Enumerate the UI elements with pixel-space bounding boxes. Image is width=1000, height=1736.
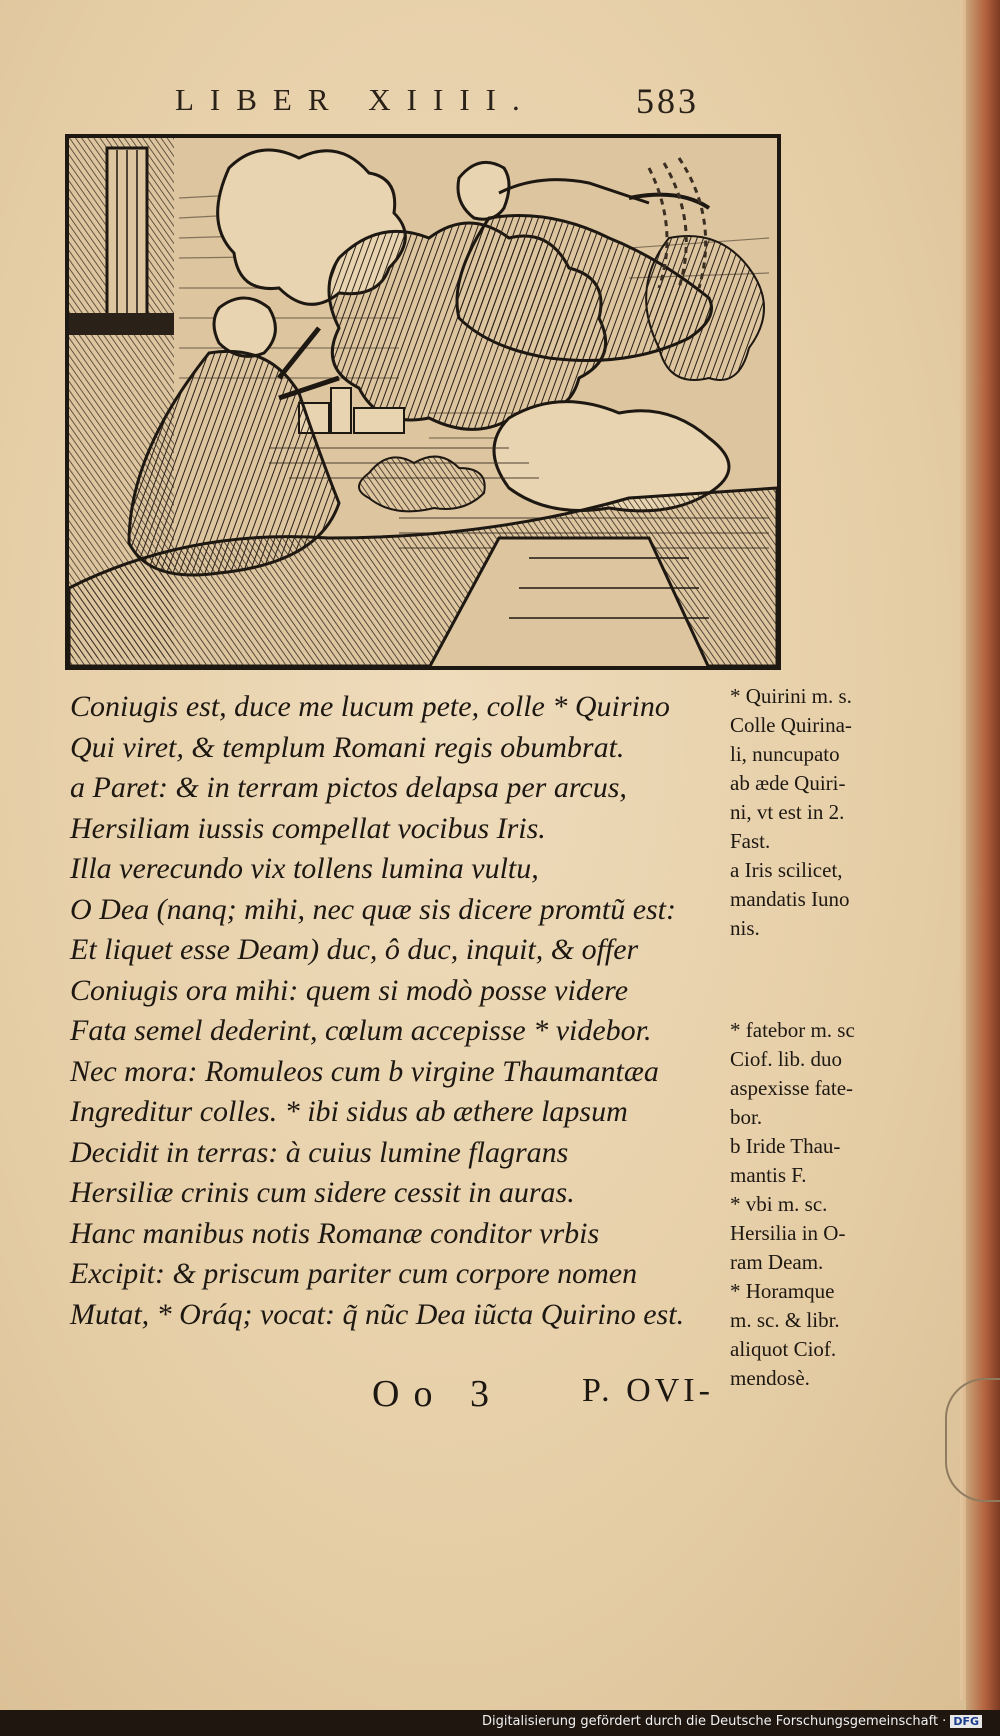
catchword: P. OVI- xyxy=(582,1372,714,1409)
verse-line: Coniugis ora mihi: quem si modò posse videre xyxy=(70,973,629,1007)
verse-line: O Dea (nanq; mihi, nec quæ sis dicere promtũ est: xyxy=(70,892,677,926)
marginal-note: a Iris scilicet, xyxy=(730,858,843,882)
marginal-note: Fast. xyxy=(730,829,771,853)
marginal-note: mandatis Iuno xyxy=(730,887,850,911)
verse-line: Decidit in terras: à cuius lumine flagrans xyxy=(70,1135,569,1169)
verse-line: Hanc manibus notis Romanæ conditor vrbis xyxy=(70,1216,600,1250)
marginal-note: bor. xyxy=(730,1105,763,1129)
verse-text xyxy=(70,690,730,1338)
verse-line: a Paret: & in terram pictos delapsa per arcus, xyxy=(70,771,627,804)
verse-line: Illa verecundo vix tollens lumina vultu, xyxy=(70,852,539,885)
verse-line: Hersiliam iussis compellat vocibus Iris. xyxy=(70,811,546,845)
verse-line: Ingreditur colles. * ibi sidus ab æthere lapsum xyxy=(70,1095,628,1128)
credit-text: Digitalisierung gefördert durch die Deutsche Forschungsgemeinschaft · xyxy=(481,1714,947,1729)
marginal-note: nis. xyxy=(730,916,760,940)
running-head: LIBER XIIII. xyxy=(175,82,536,117)
marginal-note: * fatebor m. sc xyxy=(730,1018,855,1042)
woodcut-drawing xyxy=(69,138,777,666)
dfg-logo: DFG xyxy=(950,1715,982,1728)
verse-line: Coniugis est, duce me lucum pete, colle * Quirino xyxy=(70,690,670,723)
marginal-note: * Horamque xyxy=(730,1279,835,1303)
marginal-note: ab æde Quiri- xyxy=(730,771,846,795)
marginal-note: mendosè. xyxy=(730,1366,810,1390)
marginal-note: Hersilia in O- xyxy=(730,1221,846,1245)
verse-line: Mutat, * Oráq; vocat: q̃ nũc Dea iũcta Quirino est. xyxy=(70,1297,685,1331)
digitization-credit xyxy=(482,1714,982,1729)
marginal-note: ram Deam. xyxy=(730,1250,824,1274)
marginal-note: li, nuncupato xyxy=(730,742,840,766)
notes-spacer xyxy=(730,943,915,1016)
signature-mark: Oo 3 xyxy=(372,1373,503,1415)
marginal-note: aliquot Ciof. xyxy=(730,1337,837,1361)
marginal-notes xyxy=(730,682,915,1393)
verse-line: Nec mora: Romuleos cum b virgine Thaumantæa xyxy=(70,1054,659,1088)
marginal-note: b Iride Thau- xyxy=(730,1134,841,1158)
marginal-note: Ciof. lib. duo xyxy=(730,1047,843,1071)
verse-line: Et liquet esse Deam) duc, ô duc, inquit, & offer xyxy=(70,933,639,966)
marginal-note: * vbi m. sc. xyxy=(730,1192,828,1216)
verse-line: Fata semel dederint, cœlum accepisse * videbor. xyxy=(70,1014,652,1047)
verse-line: Excipit: & priscum pariter cum corpore nomen xyxy=(70,1257,638,1290)
clasp-ring xyxy=(945,1378,1000,1502)
marginal-note: ni, vt est in 2. xyxy=(730,800,845,824)
marginal-note: Colle Quirina- xyxy=(730,713,852,737)
marginal-note: aspexisse fate- xyxy=(730,1076,854,1100)
marginal-note: mantis F. xyxy=(730,1163,807,1187)
verse-line: Hersiliæ crinis cum sidere cessit in auras. xyxy=(70,1176,575,1209)
marginal-note: * Quirini m. s. xyxy=(730,684,852,708)
marginal-note: m. sc. & libr. xyxy=(730,1308,840,1332)
woodcut-illustration xyxy=(65,134,781,670)
verse-line: Qui viret, & templum Romani regis obumbrat. xyxy=(70,730,625,764)
page-number: 583 xyxy=(636,81,699,121)
